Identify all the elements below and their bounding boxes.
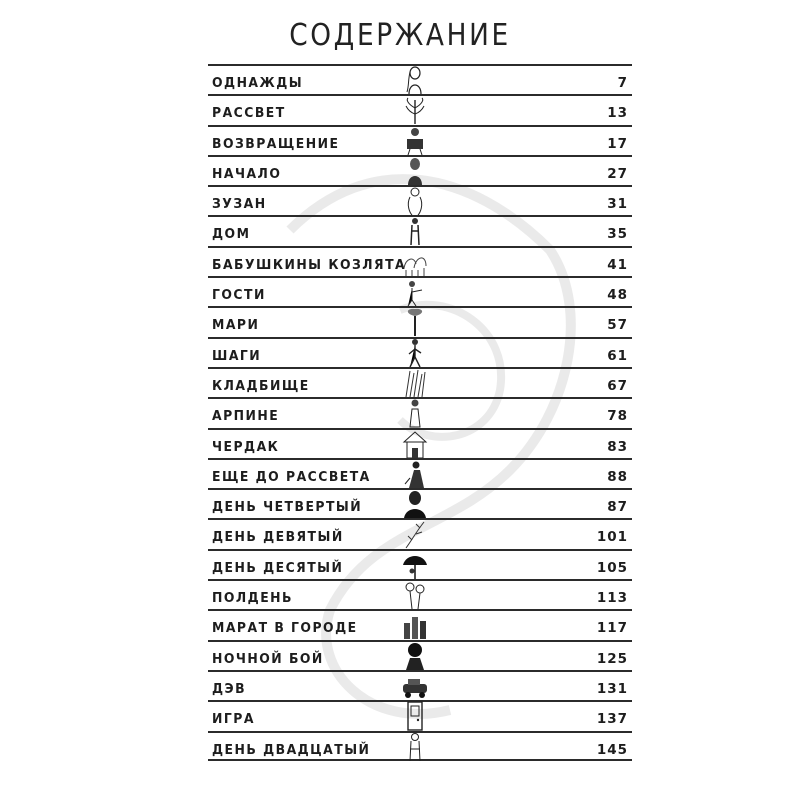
chapter-title: ДЭВ xyxy=(212,680,247,697)
tree-illustration-icon xyxy=(400,306,430,338)
chapter-page-number: 61 xyxy=(607,347,628,364)
flowers-illustration-icon xyxy=(400,579,430,611)
chapter-page-number: 83 xyxy=(607,438,628,455)
woman-portrait-illustration-icon xyxy=(400,155,430,187)
toc-row[interactable] xyxy=(208,731,632,761)
chapter-page-number: 117 xyxy=(596,620,628,637)
chapter-page-number: 35 xyxy=(607,226,628,243)
page-title: СОДЕРЖАНИЕ xyxy=(289,18,511,53)
toc-row[interactable] xyxy=(208,397,632,427)
girl-standing-illustration-icon xyxy=(400,397,430,429)
toc-row[interactable] xyxy=(208,549,632,579)
toc-row[interactable] xyxy=(208,640,632,670)
dark-figure-illustration-icon xyxy=(400,488,430,520)
chapter-page-number: 41 xyxy=(607,256,628,273)
chapter-title: ДОМ xyxy=(212,226,251,243)
goats-illustration-icon xyxy=(400,246,430,278)
chapter-title: МАРАТ В ГОРОДЕ xyxy=(212,620,358,637)
figure-illustration-icon xyxy=(400,215,430,247)
chapter-title: ИГРА xyxy=(212,711,255,728)
toc-row[interactable] xyxy=(208,125,632,155)
chapter-title: ДЕНЬ ЧЕТВЕРТЫЙ xyxy=(212,499,363,516)
toc-row[interactable] xyxy=(208,337,632,367)
toc-row[interactable] xyxy=(208,155,632,185)
chapter-page-number: 88 xyxy=(607,468,628,485)
chapter-page-number: 78 xyxy=(607,408,628,425)
chapter-page-number: 13 xyxy=(607,105,628,122)
chapter-page-number: 7 xyxy=(617,75,628,91)
toc-row[interactable] xyxy=(208,670,632,700)
portrait-illustration-icon xyxy=(400,64,430,96)
chapter-page-number: 105 xyxy=(596,559,628,576)
chapter-page-number: 57 xyxy=(607,317,628,334)
toc-row[interactable] xyxy=(208,94,632,124)
chapter-title: ВОЗВРАЩЕНИЕ xyxy=(212,135,340,152)
chapter-title: АРПИНЕ xyxy=(212,408,280,425)
figure-with-book-illustration-icon xyxy=(400,125,430,157)
toc-row[interactable] xyxy=(208,185,632,215)
attic-illustration-icon xyxy=(400,428,430,460)
umbrella-illustration-icon xyxy=(400,549,430,581)
chapter-page-number: 67 xyxy=(607,377,628,394)
chapter-title: НОЧНОЙ БОЙ xyxy=(212,650,324,667)
toc-row[interactable] xyxy=(208,246,632,276)
chapter-title: КЛАДБИЩЕ xyxy=(212,377,310,394)
branch-illustration-icon xyxy=(400,518,430,550)
chapter-page-number: 87 xyxy=(607,499,628,516)
chapter-title: БАБУШКИНЫ КОЗЛЯТА xyxy=(212,256,407,273)
fight-illustration-icon xyxy=(400,640,430,672)
toc-row[interactable] xyxy=(208,306,632,336)
city-illustration-icon xyxy=(400,609,430,641)
table-of-contents xyxy=(208,64,632,761)
chapter-title: ШАГИ xyxy=(212,347,262,364)
grass-illustration-icon xyxy=(400,367,430,399)
toc-row[interactable] xyxy=(208,518,632,548)
chapter-page-number: 27 xyxy=(607,165,628,182)
chapter-title: ПОЛДЕНЬ xyxy=(212,590,293,607)
walking-figure-illustration-icon xyxy=(400,337,430,369)
toc-row[interactable] xyxy=(208,64,632,94)
girl-illustration-icon xyxy=(400,185,430,217)
chapter-title: МАРИ xyxy=(212,317,260,334)
toc-row[interactable] xyxy=(208,458,632,488)
chapter-page-number: 125 xyxy=(596,650,628,667)
toc-row[interactable] xyxy=(208,700,632,730)
toc-row[interactable] xyxy=(208,215,632,245)
toc-row[interactable] xyxy=(208,488,632,518)
plant-illustration-icon xyxy=(400,94,430,126)
car-illustration-icon xyxy=(400,670,430,702)
chapter-page-number: 101 xyxy=(596,529,628,546)
toc-row[interactable] xyxy=(208,367,632,397)
chapter-title: ДЕНЬ ДЕСЯТЫЙ xyxy=(212,559,344,576)
chapter-page-number: 131 xyxy=(596,680,628,697)
chapter-page-number: 145 xyxy=(596,741,628,758)
chapter-title: НАЧАЛО xyxy=(212,165,282,182)
chapter-title: ОДНАЖДЫ xyxy=(212,75,304,91)
toc-row[interactable] xyxy=(208,609,632,639)
night-figure-illustration-icon xyxy=(400,458,430,490)
toc-row[interactable] xyxy=(208,428,632,458)
chapter-title: ЧЕРДАК xyxy=(212,438,280,455)
toc-row[interactable] xyxy=(208,276,632,306)
guests-illustration-icon xyxy=(400,276,430,308)
chapter-page-number: 31 xyxy=(607,196,628,213)
chapter-page-number: 137 xyxy=(596,711,628,728)
toc-row[interactable] xyxy=(208,579,632,609)
chapter-title: РАССВЕТ xyxy=(212,105,286,122)
chapter-title: ГОСТИ xyxy=(212,287,266,304)
chapter-title: ДЕНЬ ДВАДЦАТЫЙ xyxy=(212,741,371,758)
door-illustration-icon xyxy=(400,700,430,732)
chapter-page-number: 17 xyxy=(607,135,628,152)
chapter-page-number: 113 xyxy=(596,590,628,607)
standing-figure-illustration-icon xyxy=(400,731,430,763)
chapter-title: ДЕНЬ ДЕВЯТЫЙ xyxy=(212,529,344,546)
chapter-page-number: 48 xyxy=(607,287,628,304)
chapter-title: ЕЩЕ ДО РАССВЕТА xyxy=(212,468,371,485)
chapter-title: ЗУЗАН xyxy=(212,196,267,213)
